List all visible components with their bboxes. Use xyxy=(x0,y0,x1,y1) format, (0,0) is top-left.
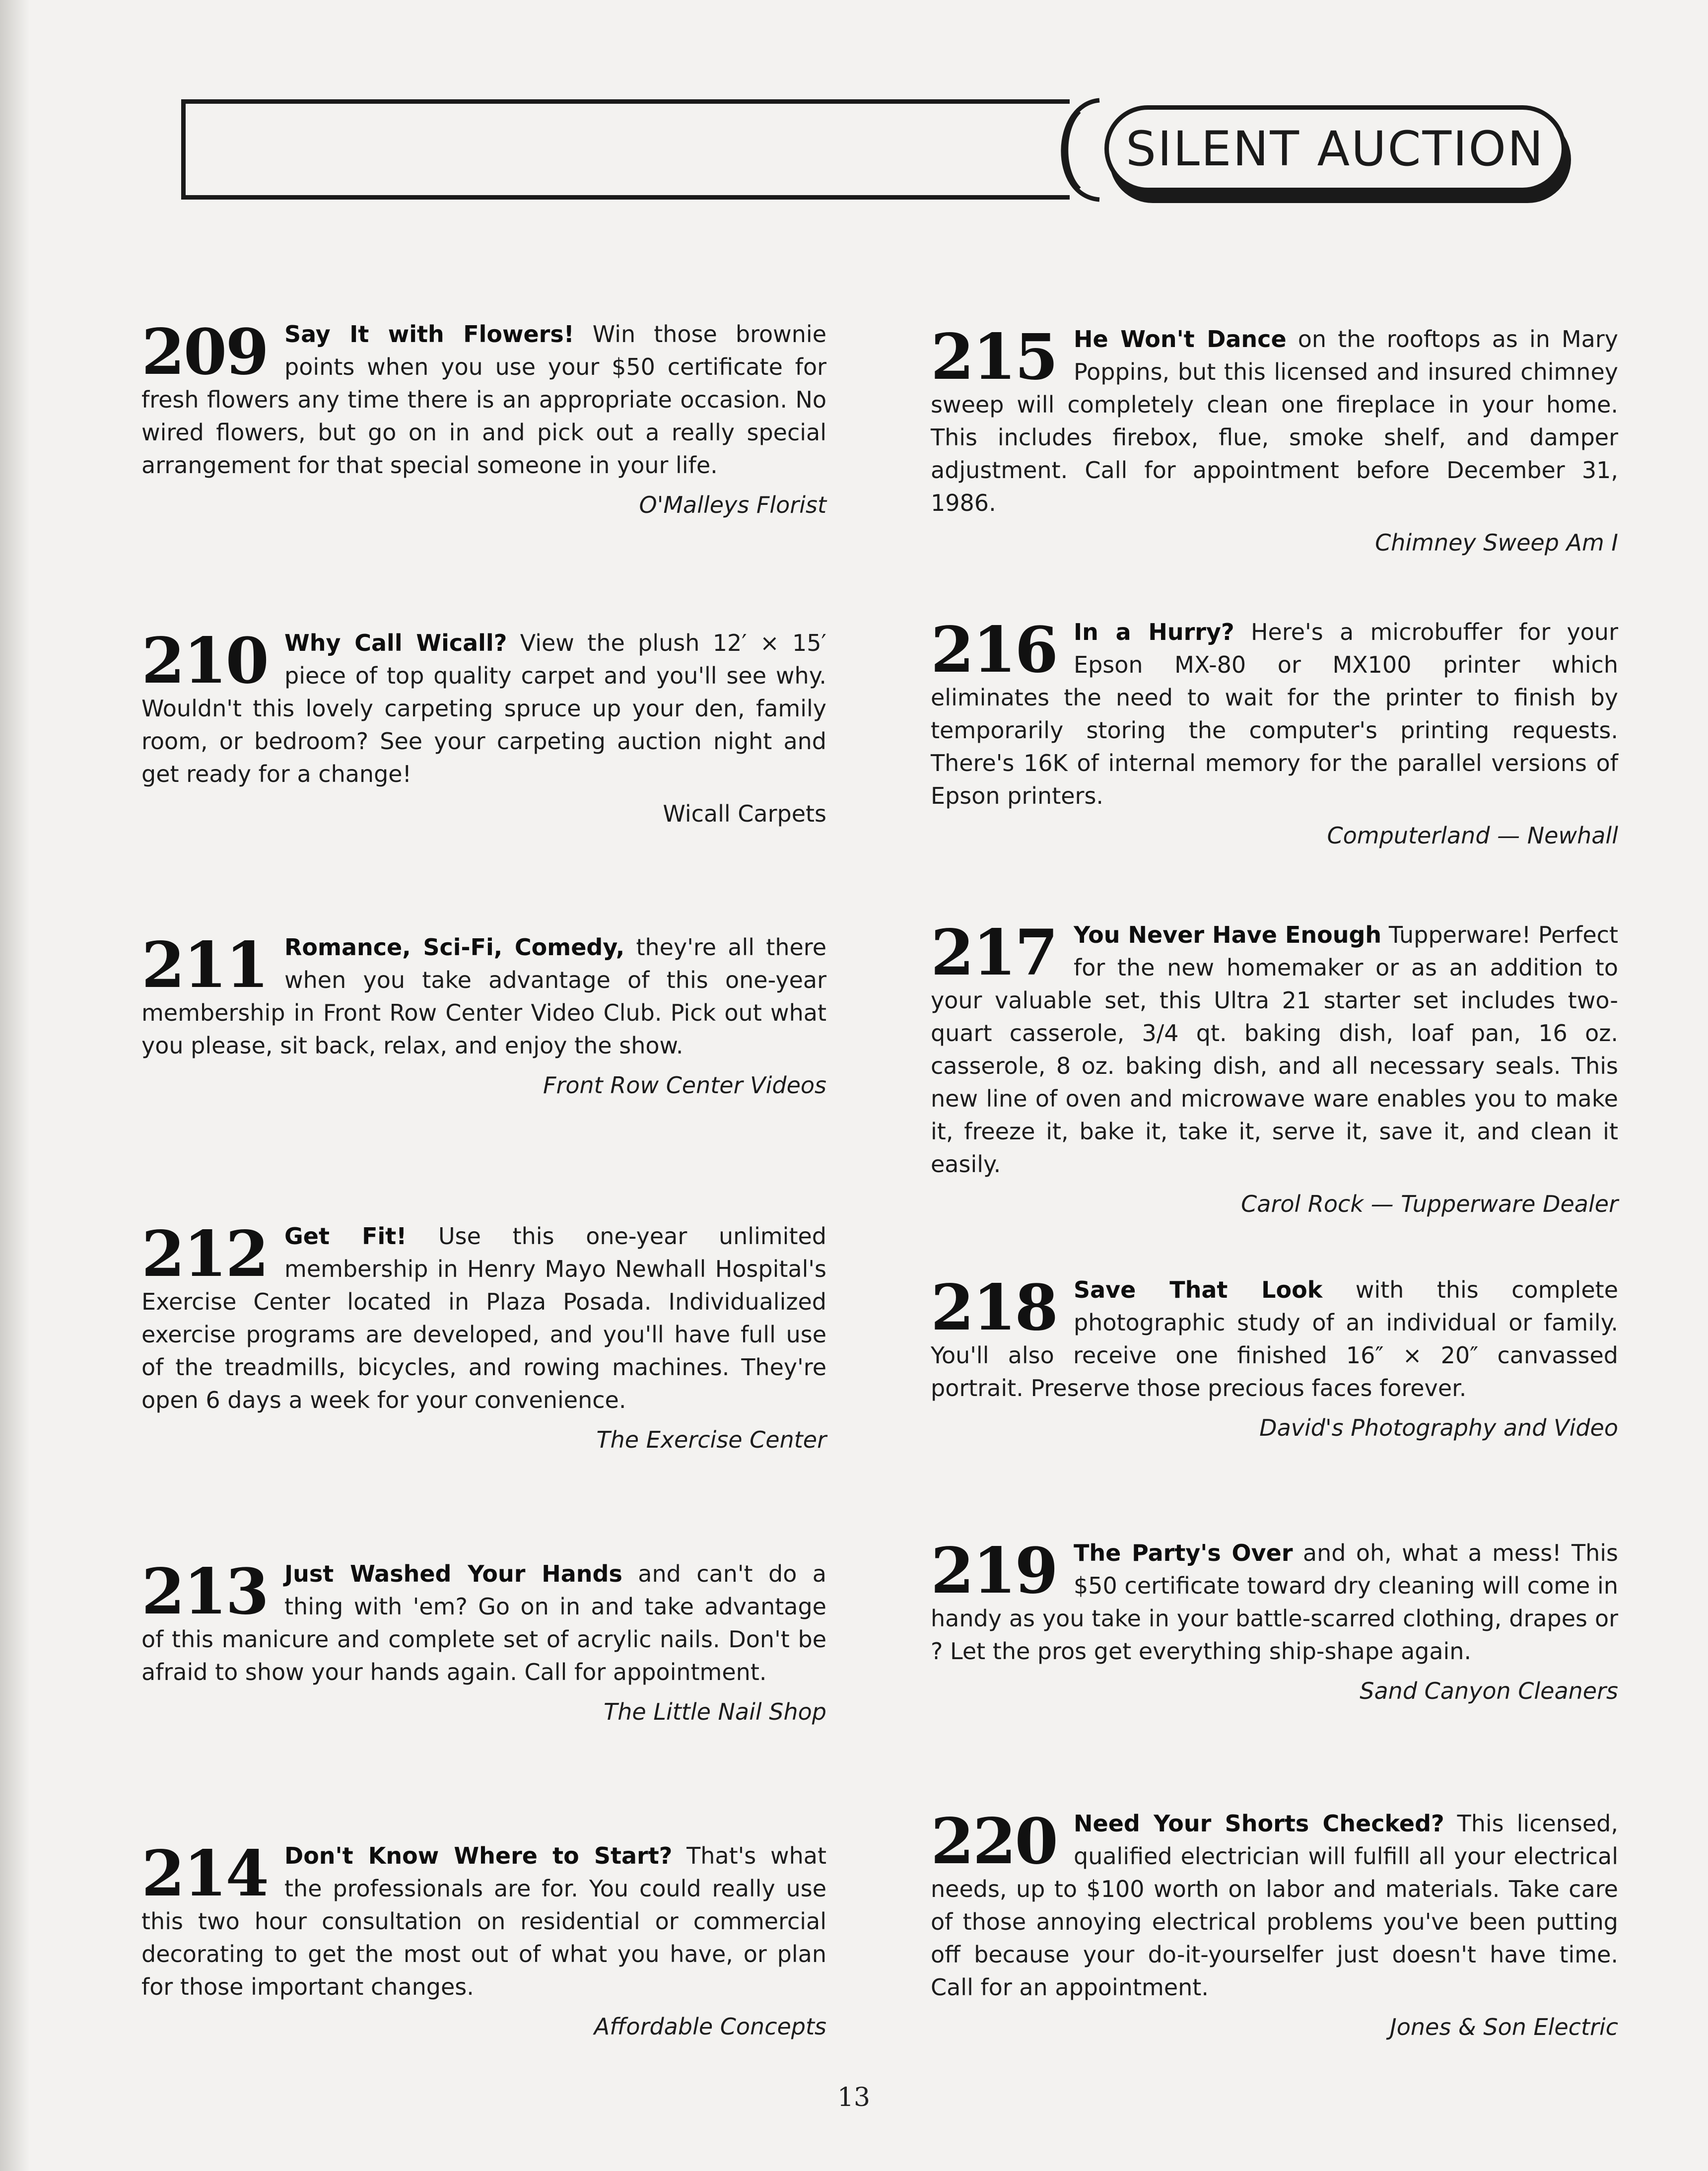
item-body: Tupperware! Perfect for the new homemaker or as an addition to your valuable set, this Ultra 21 starter set includes two-quart casserole, 3/4 qt. baking dish, loaf pan, 16 oz. casserole, 8 oz. baking dish, and all necessary seals. This new line of oven and microwave ware enables you to make it, freeze it, bake it, take it, serve it, save it, and clean it easily. xyxy=(931,921,1619,1178)
auction-item xyxy=(931,613,1618,852)
auction-item xyxy=(931,918,1618,1220)
item-body: Win those brownie points when you use your $50 certificate for fresh flowers any time there is an appropriate occasion. No wired flowers, but go on in and pick out a really special arrangement for that special someone in your life. xyxy=(141,321,826,479)
item-number: 214 xyxy=(141,1837,268,1910)
auction-item xyxy=(141,315,826,521)
item-sponsor: Front Row Center Videos xyxy=(543,1072,826,1099)
item-sponsor: Affordable Concepts xyxy=(594,2013,826,2040)
item-body: and oh, what a mess! This $50 certificate toward dry cleaning will come in handy as you take in your battle-scarred clothing, drapes or ? Let the pros get everything ship-shape again. xyxy=(931,1540,1618,1665)
item-sponsor: O'Malleys Florist xyxy=(639,491,826,518)
item-sponsor: Carol Rock — Tupperware Dealer xyxy=(1241,1191,1618,1217)
item-lead: In a Hurry? xyxy=(1074,619,1234,645)
item-lead: Need Your Shorts Checked? xyxy=(1074,1810,1444,1837)
item-body: Here's a microbuffer for your Epson MX-80 or MX100 printer which eliminates the need to wait for the printer to finish by temporarily storing the computer's printing requests. There's 16K of internal memory for the parallel versions of Epson printers. xyxy=(931,619,1618,809)
item-number: 213 xyxy=(141,1555,268,1628)
item-lead: Get Fit! xyxy=(284,1223,407,1250)
item-number: 219 xyxy=(931,1534,1057,1608)
auction-item xyxy=(931,1534,1618,1707)
section-title-badge xyxy=(1104,105,1566,192)
item-sponsor: The Little Nail Shop xyxy=(604,1698,826,1725)
header-banner-box xyxy=(181,99,1070,200)
auction-item xyxy=(931,1273,1618,1444)
page-title: SILENT AUCTION xyxy=(1126,121,1545,177)
item-number: 210 xyxy=(141,624,268,698)
item-lead: He Won't Dance xyxy=(1074,326,1287,352)
auction-item xyxy=(141,624,827,830)
item-sponsor: Jones & Son Electric xyxy=(1390,2014,1618,2040)
item-lead: Don't Know Where to Start? xyxy=(284,1842,673,1869)
item-body: View the plush 12′ × 15′ piece of top quality carpet and you'll see why. Wouldn't this lovely carpeting spruce up your den, family room, or bedroom? See your carpeting auction night and get ready for a change! xyxy=(141,630,827,787)
auction-item xyxy=(141,1839,826,2043)
item-body: and can't do a thing with 'em? Go on in and take advantage of this manicure and complete set of acrylic nails. Don't be afraid to show your hands again. Call for appointment. xyxy=(141,1560,826,1685)
item-lead: Save That Look xyxy=(1074,1276,1323,1303)
item-number: 209 xyxy=(141,315,268,389)
item-body: Use this one-year unlimited membership in Henry Mayo Newhall Hospital's Exercise Center located in Plaza Posada. Individualized exercise programs are developed, and you'll have full use of the treadmills, bicycles, and rowing machines. They're open 6 days a week for your convenience. xyxy=(141,1223,826,1413)
item-lead: Why Call Wicall? xyxy=(284,630,507,656)
item-body: they're all there when you take advantage of this one-year membership in Front Row Center Video Club. Pick out what you please, sit back, relax, and enjoy the show. xyxy=(141,934,826,1059)
page-number: 13 xyxy=(837,2083,871,2112)
item-body: This licensed, qualified electrician will fulfill all your electrical needs, up to $100 worth on labor and materials. Take care of those annoying electrical problems you've been putting off because your do-it-yourselfer just doesn't have time. Call for an appointment. xyxy=(931,1810,1618,2001)
banner-curl-ornament xyxy=(1032,94,1107,206)
item-number: 220 xyxy=(931,1805,1057,1878)
item-sponsor: Computerland — Newhall xyxy=(1327,822,1618,849)
item-sponsor: Chimney Sweep Am I xyxy=(1375,529,1618,556)
item-sponsor: Wicall Carpets xyxy=(663,800,826,827)
item-body: on the rooftops as in Mary Poppins, but this licensed and insured chimney sweep will completely clean one fireplace in your home. This includes firebox, flue, smoke shelf, and damper adjustment. Call for appointment before December 31, 1986. xyxy=(931,326,1618,516)
item-lead: You Never Have Enough xyxy=(1074,921,1382,948)
item-body: That's what the professionals are for. You could really use this two hour consultation on residential or commercial decorating to get the most out of what you have, or plan for those important changes. xyxy=(141,1842,826,2000)
item-lead: The Party's Over xyxy=(1074,1540,1293,1566)
page-gutter-shadow xyxy=(0,0,30,2171)
auction-item xyxy=(141,1217,826,1456)
auction-item xyxy=(141,1557,826,1728)
auction-item xyxy=(931,1807,1618,2043)
auction-item xyxy=(931,320,1618,559)
item-sponsor: David's Photography and Video xyxy=(1259,1414,1618,1441)
item-lead: Romance, Sci-Fi, Comedy, xyxy=(284,934,625,961)
item-number: 216 xyxy=(931,613,1057,687)
item-number: 218 xyxy=(931,1271,1057,1344)
item-lead: Say It with Flowers! xyxy=(284,321,574,348)
item-body: with this complete photographic study of an individual or family. You'll also receive one finished 16″ × 20″ canvassed portrait. Preserve those precious faces forever. xyxy=(931,1276,1618,1401)
item-lead: Just Washed Your Hands xyxy=(284,1560,622,1587)
item-sponsor: Sand Canyon Cleaners xyxy=(1360,1678,1618,1704)
item-number: 217 xyxy=(931,916,1057,989)
item-number: 212 xyxy=(141,1217,268,1291)
auction-item xyxy=(141,928,826,1102)
item-number: 215 xyxy=(931,320,1057,394)
item-sponsor: The Exercise Center xyxy=(596,1426,826,1453)
item-number: 211 xyxy=(141,928,268,1002)
